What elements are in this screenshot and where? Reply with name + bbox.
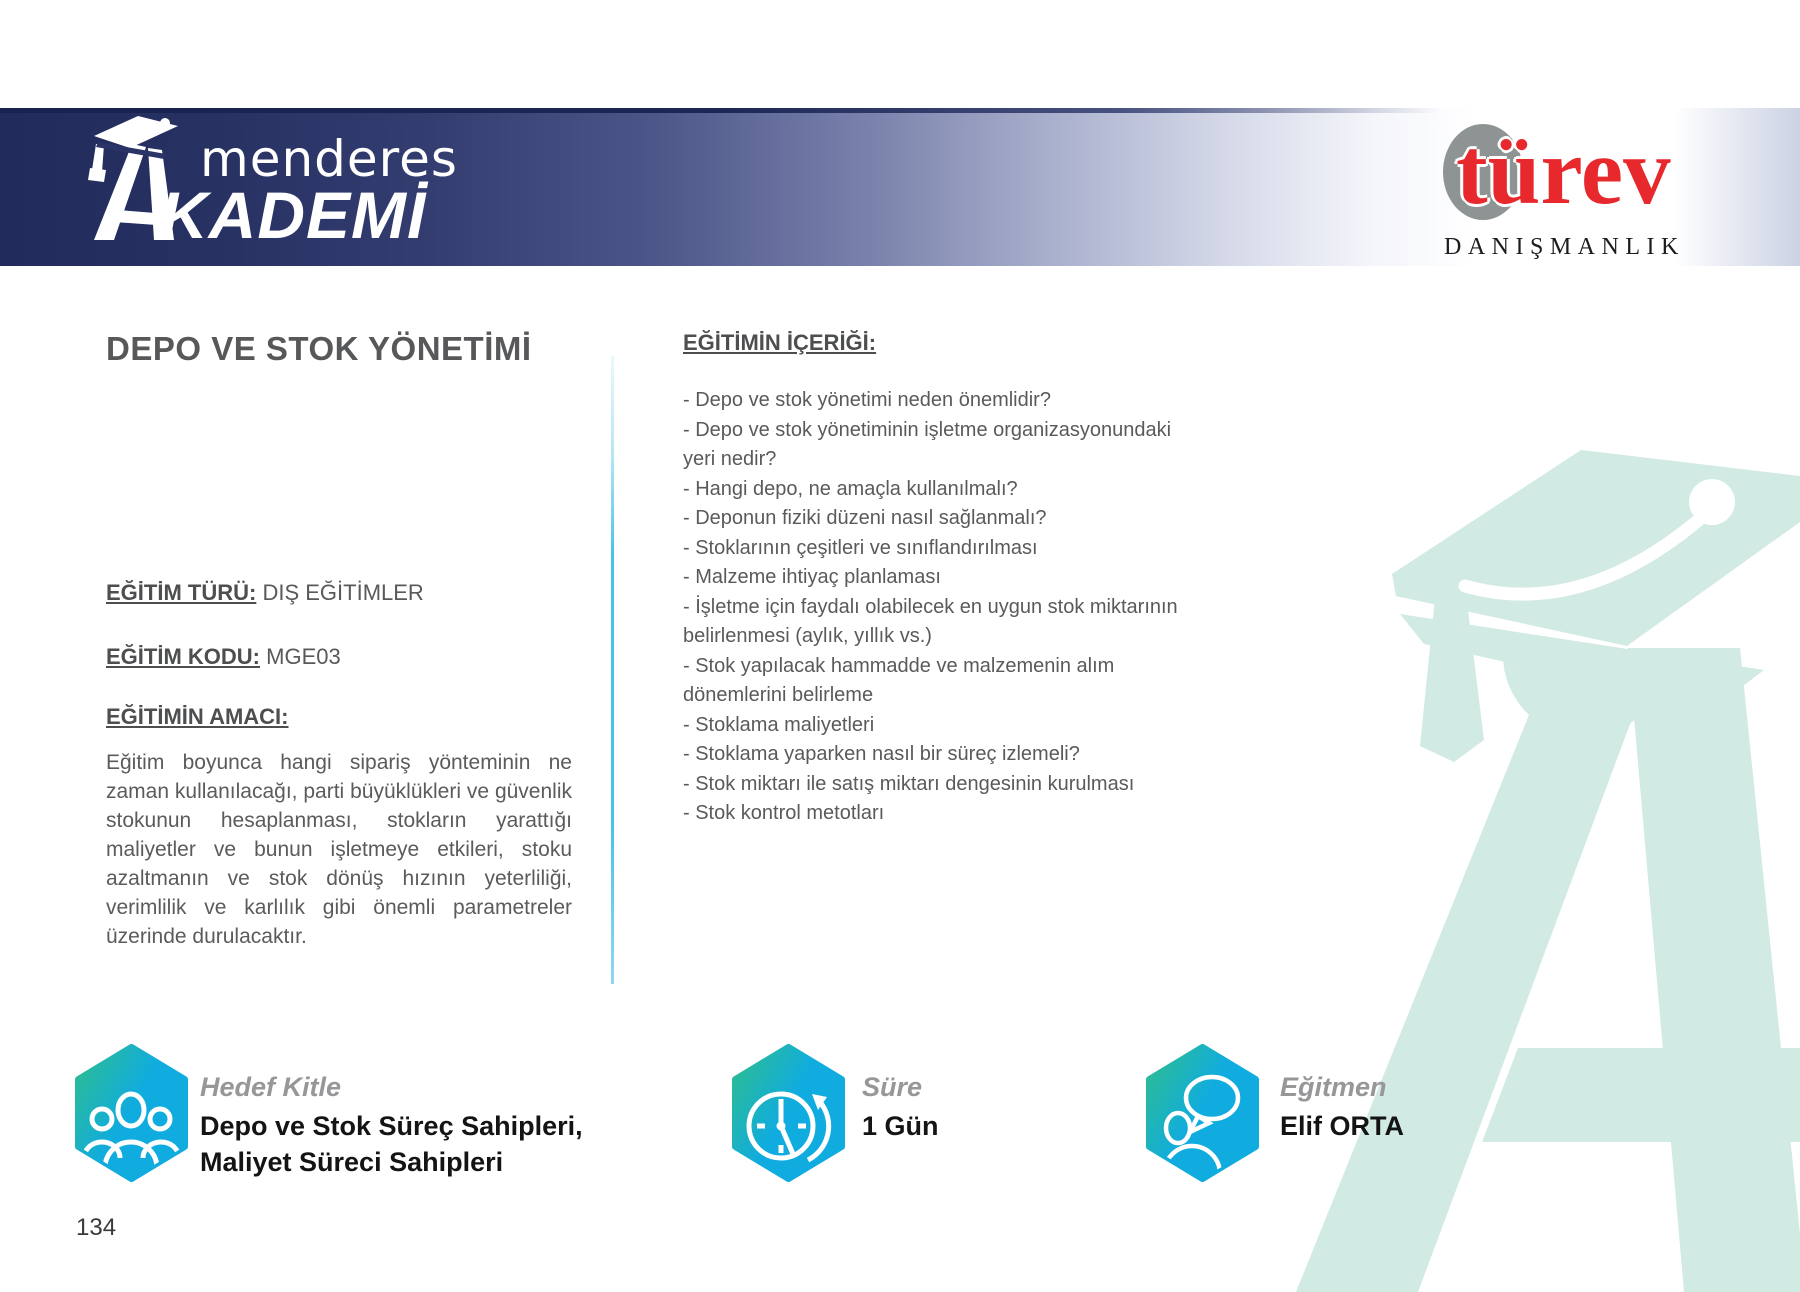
turev-subtitle: DANIŞMANLIK <box>1444 234 1685 260</box>
brand-akademi-text: KADEMİ <box>160 178 427 252</box>
turev-wordmark: türev <box>1456 118 1671 224</box>
turev-logo <box>1438 116 1738 266</box>
course-type-value: DIŞ EĞİTİMLER <box>262 580 424 605</box>
duration-label: Süre <box>862 1072 923 1102</box>
page-number: 134 <box>76 1214 117 1241</box>
course-code-row <box>106 644 341 670</box>
target-audience-line1: Depo ve Stok Süreç Sahipleri, <box>200 1111 583 1141</box>
course-code-value: MGE03 <box>266 644 341 669</box>
content-item: - Stoklama maliyetleri <box>683 713 875 736</box>
content-item: - Malzeme ihtiyaç planlaması <box>683 566 941 588</box>
trainer-value: Elif ORTA <box>1280 1111 1404 1141</box>
content-item: - Deponun fiziki düzeni nasıl sağlanmalı? <box>683 507 1047 529</box>
column-divider <box>611 356 614 984</box>
target-audience-value <box>200 1108 583 1180</box>
header-bar <box>0 108 1800 266</box>
content-item: - Stoklarının çeşitleri ve sınıflandırılması <box>683 536 1038 559</box>
brand-menderes-text: menderes <box>200 130 458 188</box>
course-type-label: EĞİTİM TÜRÜ: <box>106 580 257 605</box>
content-item: - Stok kontrol metotları <box>683 802 885 824</box>
content-item: - Depo ve stok yönetiminin işletme organizasyonundaki yeri nedir? <box>683 418 1172 470</box>
duration-clock-icon <box>732 1044 845 1182</box>
course-content-heading: EĞİTİMİN İÇERİĞİ: <box>683 330 877 355</box>
course-content-list <box>683 386 1203 829</box>
content-item: - Hangi depo, ne amaçla kullanılmalı? <box>683 477 1018 500</box>
course-purpose-heading: EĞİTİMİN AMACI: <box>106 704 289 729</box>
trainer-label: Eğitmen <box>1280 1072 1387 1102</box>
course-code-label: EĞİTİM KODU: <box>106 644 260 669</box>
target-audience-icon <box>75 1044 188 1182</box>
course-title: DEPO VE STOK YÖNETİMİ <box>106 330 532 367</box>
content-item: - Depo ve stok yönetimi neden önemlidir? <box>683 389 1051 411</box>
content-item: - Stok yapılacak hammadde ve malzemenin alım dönemlerini belirleme <box>683 654 1115 706</box>
trainer-speech-icon <box>1146 1044 1259 1182</box>
content-item: - İşletme için faydalı olabilecek en uygun stok miktarının belirlenmesi (aylık, yıllık vs.) <box>683 595 1178 647</box>
course-type-row <box>106 580 424 606</box>
course-purpose-text: Eğitim boyunca hangi sipariş yönteminin ne zaman kullanılacağı, parti büyüklükleri ve güvenlik stokunun hesaplanması, stokların yarattığı maliyetler ve bunun işletmeye etkileri, stoku azaltmanın ve stok dönüş hızının yeterliliği, verimlilik ve karlılık gibi önemli parametreler üzerinde durulacaktır. <box>106 751 572 948</box>
content-item: - Stoklama yaparken nasıl bir süreç izlemeli? <box>683 743 1080 765</box>
target-audience-line2: Maliyet Süreci Sahipleri <box>200 1147 504 1177</box>
duration-value: 1 Gün <box>862 1111 939 1141</box>
content-item: - Stok miktarı ile satış miktarı dengesinin kurulması <box>683 772 1135 795</box>
target-audience-label: Hedef Kitle <box>200 1072 342 1102</box>
